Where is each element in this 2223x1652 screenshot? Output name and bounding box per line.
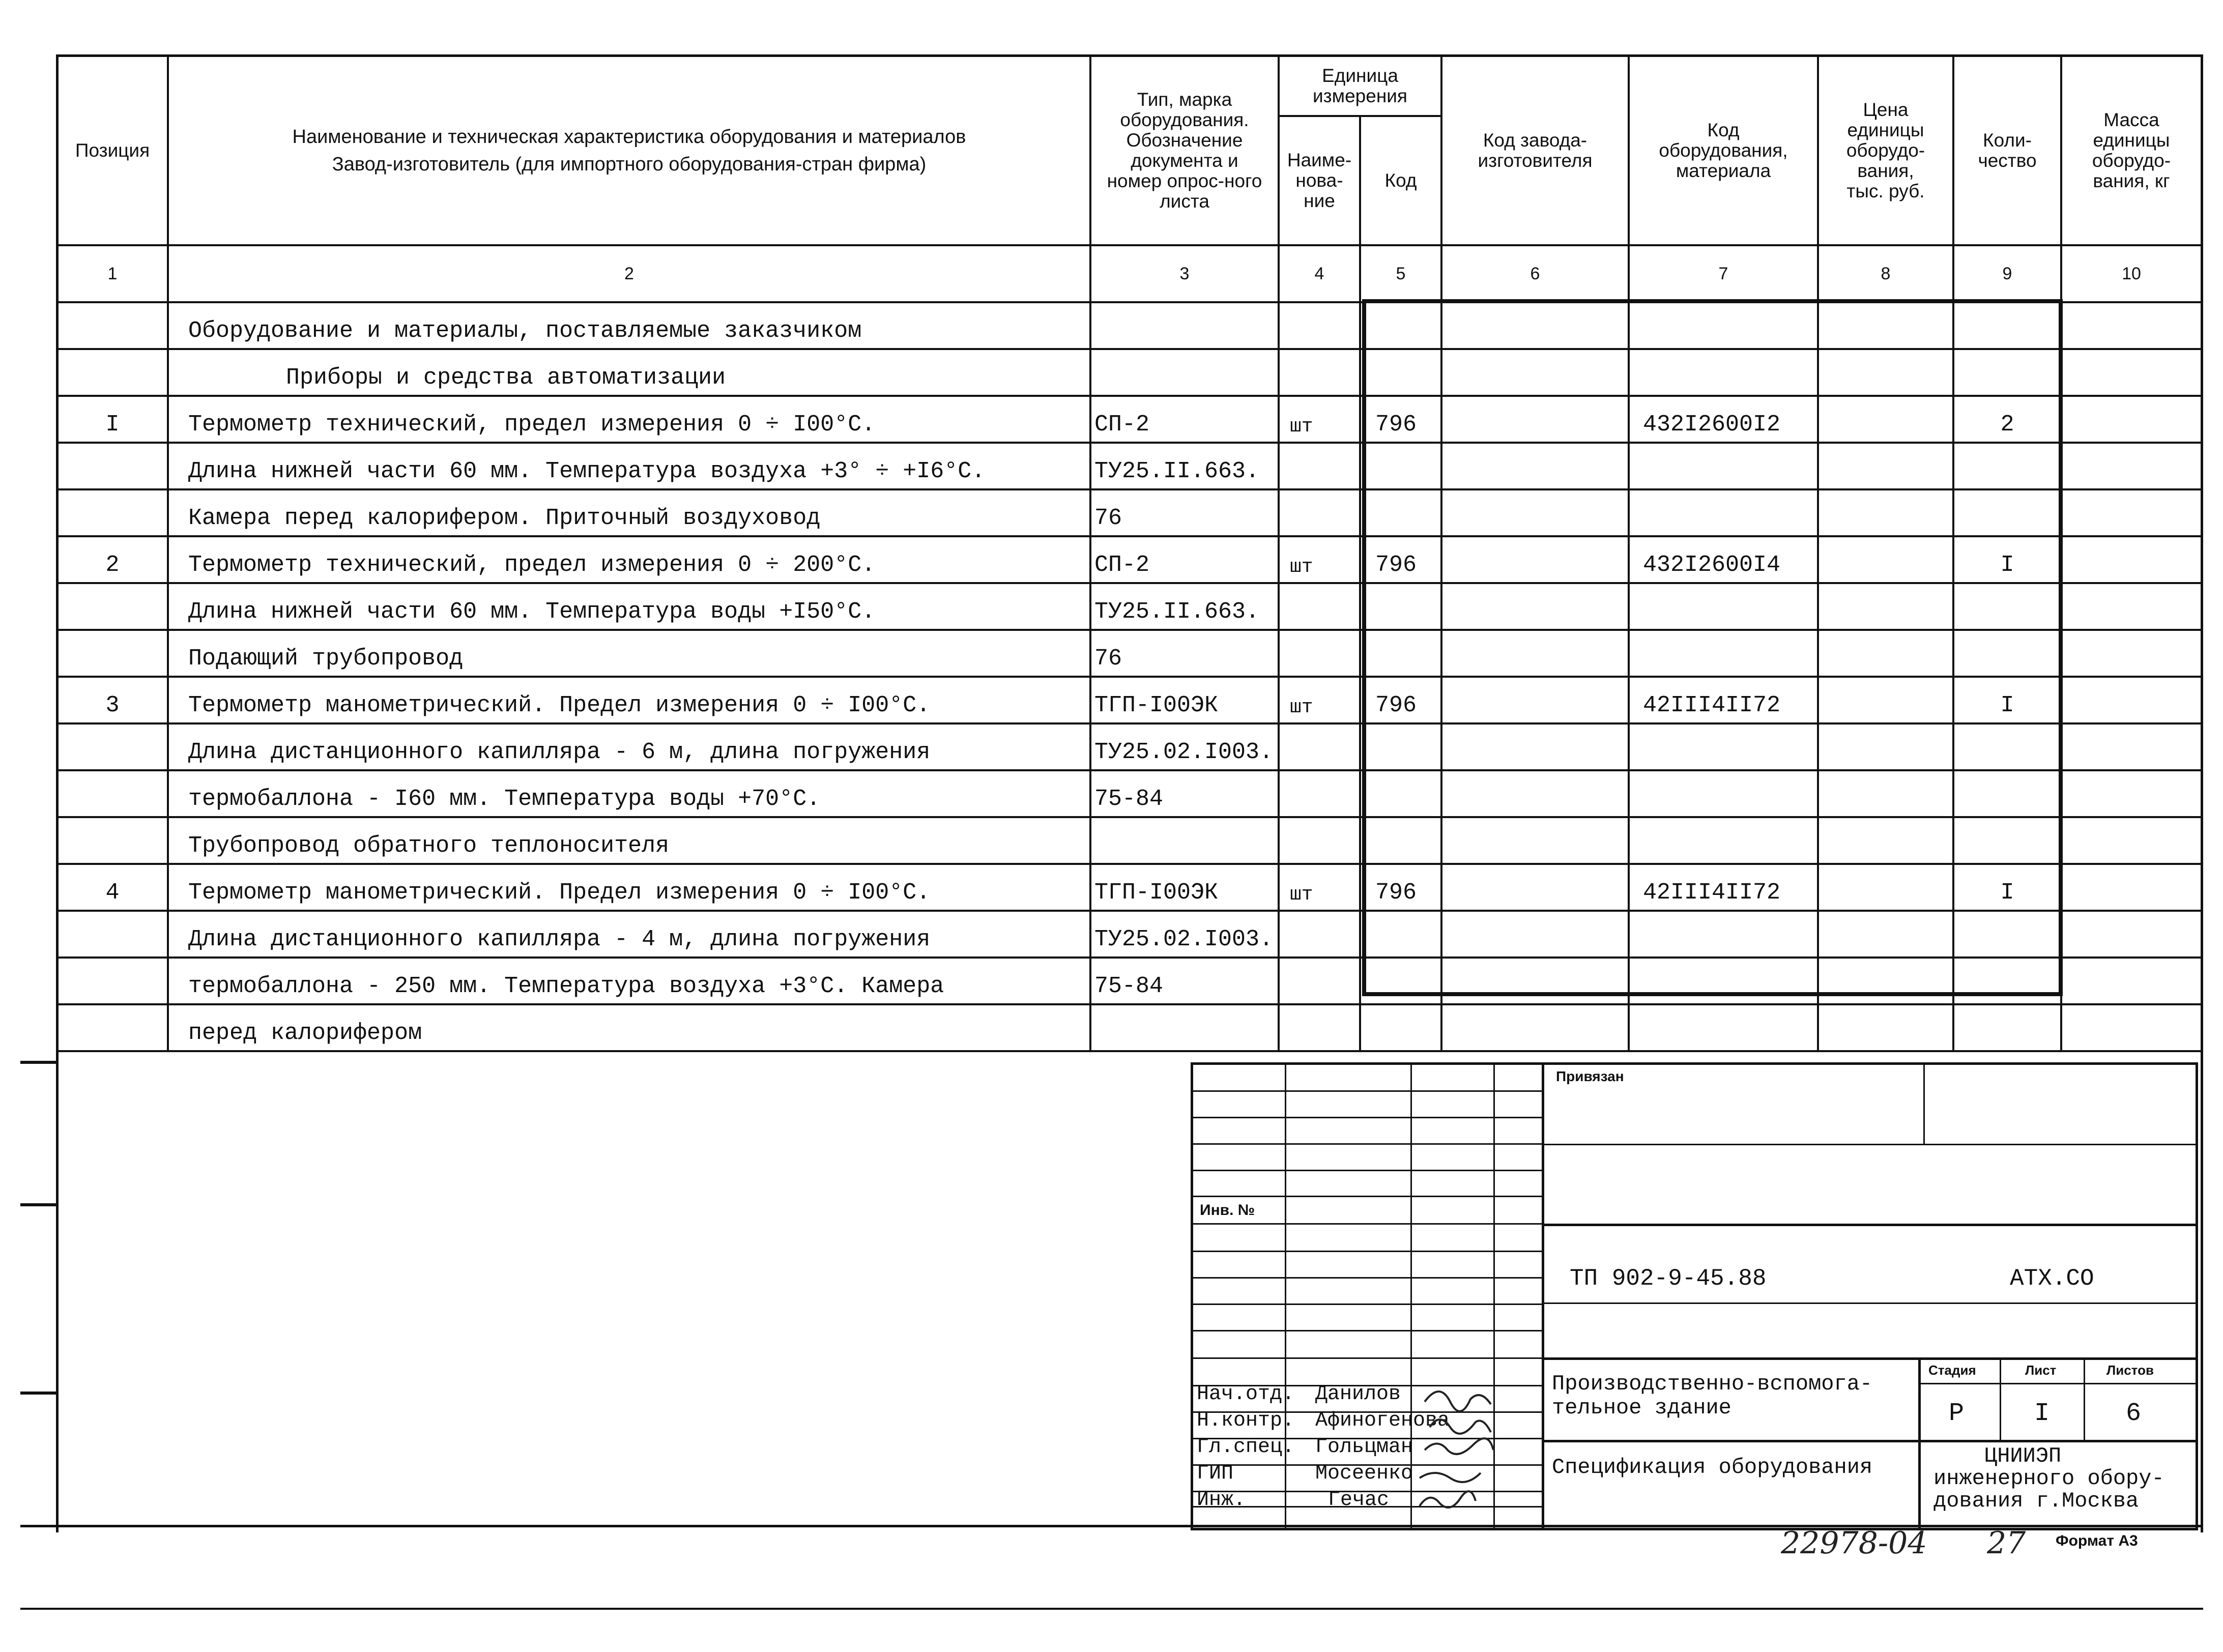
unit-code-cell: [1360, 489, 1441, 536]
building-line1: Производственно-вспомога-: [1552, 1372, 1873, 1396]
name-cell: Подающий трубопровод: [168, 630, 1090, 677]
mass-cell: [2061, 723, 2202, 770]
margin-tick: [20, 1392, 56, 1395]
unit-name-cell: [1279, 302, 1360, 349]
inv-no-label: Инв. №: [1200, 1202, 1255, 1219]
header-factory-code: Код завода-изготовителя: [1441, 55, 1629, 245]
attached-label: Привязан: [1556, 1068, 1624, 1084]
price-cell: [1818, 770, 1953, 817]
position-cell: [57, 770, 168, 817]
type-cell: 75-84: [1090, 770, 1279, 817]
table-row: [57, 396, 2202, 443]
unit-name-cell: [1279, 770, 1360, 817]
price-cell: [1818, 443, 1953, 489]
staff-name: Афиногенова: [1315, 1409, 1450, 1432]
staff-role: Н.контр.: [1197, 1409, 1295, 1432]
col-num-4: 4: [1279, 245, 1360, 302]
factory-code-cell: [1441, 443, 1629, 489]
qty-cell: [1953, 489, 2061, 536]
staff-role: Гл.спец.: [1197, 1436, 1295, 1459]
price-cell: [1818, 958, 1953, 1004]
type-cell: [1090, 302, 1279, 349]
sheet-value: I: [2034, 1399, 2050, 1428]
col-num-8: 8: [1818, 245, 1953, 302]
unit-code-cell: [1360, 1004, 1441, 1051]
type-cell: СП-2: [1090, 396, 1279, 443]
equip-code-cell: 432I2600I4: [1629, 536, 1818, 583]
position-cell: [57, 1004, 168, 1051]
mass-cell: [2061, 536, 2202, 583]
price-cell: [1818, 1004, 1953, 1051]
qty-cell: I: [1953, 677, 2061, 723]
factory-code-cell: [1441, 817, 1629, 864]
specification-table: [56, 54, 2203, 1052]
type-cell: ТУ25.II.663.: [1090, 443, 1279, 489]
type-cell: 76: [1090, 630, 1279, 677]
header-type: Тип, марка оборудования. Обозначение документа и номер опрос-ного листа: [1090, 55, 1279, 245]
table-row: [57, 817, 2202, 864]
unit-code-cell: [1360, 349, 1441, 396]
name-cell: Камера перед калорифером. Приточный воздуховод: [168, 489, 1090, 536]
type-cell: ТУ25.II.663.: [1090, 583, 1279, 630]
type-cell: 76: [1090, 489, 1279, 536]
qty-cell: I: [1953, 864, 2061, 911]
unit-code-cell: 796: [1360, 396, 1441, 443]
staff-role: ГИП: [1197, 1462, 1234, 1485]
staff-name: Гечас: [1328, 1489, 1390, 1512]
name-cell: Трубопровод обратного теплоносителя: [168, 817, 1090, 864]
price-cell: [1818, 723, 1953, 770]
factory-code-cell: [1441, 770, 1629, 817]
price-cell: [1818, 349, 1953, 396]
mass-cell: [2061, 677, 2202, 723]
margin-tick: [20, 1061, 56, 1064]
position-cell: [57, 583, 168, 630]
name-cell: Приборы и средства автоматизации: [168, 349, 1090, 396]
mass-cell: [2061, 1004, 2202, 1051]
mass-cell: [2061, 817, 2202, 864]
mass-cell: [2061, 443, 2202, 489]
col-num-10: 10: [2061, 245, 2202, 302]
mass-cell: [2061, 583, 2202, 630]
position-cell: [57, 302, 168, 349]
table-row: [57, 443, 2202, 489]
factory-code-cell: [1441, 1004, 1629, 1051]
unit-name-cell: шт: [1279, 864, 1360, 911]
doc-title: Спецификация оборудования: [1552, 1455, 1873, 1480]
position-cell: [57, 911, 168, 958]
unit-code-cell: [1360, 817, 1441, 864]
equip-code-cell: 42III4II72: [1629, 864, 1818, 911]
unit-name-cell: шт: [1279, 536, 1360, 583]
mass-cell: [2061, 958, 2202, 1004]
factory-code-cell: [1441, 489, 1629, 536]
type-cell: ТГП-I00ЭК: [1090, 864, 1279, 911]
staff-name: Данилов: [1315, 1383, 1401, 1406]
unit-name-cell: [1279, 349, 1360, 396]
equip-code-cell: [1629, 911, 1818, 958]
qty-cell: [1953, 1004, 2061, 1051]
factory-code-cell: [1441, 911, 1629, 958]
header-unit-name: Наиме-нова-ние: [1279, 116, 1360, 245]
qty-cell: [1953, 817, 2061, 864]
sheets-value: 6: [2126, 1399, 2142, 1428]
name-cell: Длина дистанционного капилляра - 4 м, длина погружения: [168, 911, 1090, 958]
header-unit: Единица измерения: [1279, 55, 1441, 116]
equip-code-cell: [1629, 349, 1818, 396]
unit-name-cell: [1279, 443, 1360, 489]
equip-code-cell: [1629, 302, 1818, 349]
header-name-line1: Наименование и техническая характеристика оборудования и материалов: [292, 126, 966, 148]
type-cell: СП-2: [1090, 536, 1279, 583]
price-cell: [1818, 630, 1953, 677]
qty-cell: 2: [1953, 396, 2061, 443]
qty-cell: [1953, 723, 2061, 770]
unit-name-cell: [1279, 723, 1360, 770]
unit-name-cell: шт: [1279, 396, 1360, 443]
factory-code-cell: [1441, 396, 1629, 443]
position-cell: [57, 958, 168, 1004]
price-cell: [1818, 302, 1953, 349]
unit-code-cell: [1360, 630, 1441, 677]
position-cell: I: [57, 396, 168, 443]
position-cell: 3: [57, 677, 168, 723]
position-cell: [57, 349, 168, 396]
type-cell: ТУ25.02.I003.: [1090, 723, 1279, 770]
page-number: 27: [1987, 1525, 2026, 1561]
header-equip-code: Код оборудования, материала: [1629, 55, 1818, 245]
col-num-5: 5: [1360, 245, 1441, 302]
price-cell: [1818, 911, 1953, 958]
table-row: [57, 536, 2202, 583]
type-cell: ТУ25.02.I003.: [1090, 911, 1279, 958]
col-num-3: 3: [1090, 245, 1279, 302]
qty-cell: [1953, 958, 2061, 1004]
staff-role: Инж.: [1197, 1489, 1246, 1512]
trim-line: [20, 1608, 2203, 1610]
qty-cell: [1953, 770, 2061, 817]
unit-name-cell: [1279, 958, 1360, 1004]
org-line2: инженерного обору-: [1933, 1466, 2164, 1491]
unit-name-cell: [1279, 1004, 1360, 1051]
header-name: [168, 55, 1090, 245]
name-cell: перед калорифером: [168, 1004, 1090, 1051]
col-num-1: 1: [57, 245, 168, 302]
unit-code-cell: [1360, 583, 1441, 630]
equip-code-cell: [1629, 723, 1818, 770]
unit-code-cell: 796: [1360, 677, 1441, 723]
equip-code-cell: 42III4II72: [1629, 677, 1818, 723]
table-row: [57, 302, 2202, 349]
price-cell: [1818, 396, 1953, 443]
qty-cell: [1953, 443, 2061, 489]
table-row: [57, 677, 2202, 723]
type-cell: ТГП-I00ЭК: [1090, 677, 1279, 723]
qty-cell: [1953, 349, 2061, 396]
table-row: [57, 1004, 2202, 1051]
equip-code-cell: [1629, 443, 1818, 489]
unit-code-cell: [1360, 958, 1441, 1004]
mass-cell: [2061, 302, 2202, 349]
doc-number: ТП 902-9-45.88: [1570, 1265, 1767, 1292]
qty-cell: [1953, 302, 2061, 349]
position-cell: [57, 630, 168, 677]
equip-code-cell: [1629, 817, 1818, 864]
mass-cell: [2061, 396, 2202, 443]
table-row: [57, 911, 2202, 958]
sheets-label: Листов: [2106, 1363, 2154, 1378]
header-name-line2: Завод-изготовитель (для импортного оборудования-стран фирма): [332, 153, 927, 175]
stage-value: Р: [1949, 1399, 1965, 1428]
unit-code-cell: 796: [1360, 536, 1441, 583]
table-row: [57, 630, 2202, 677]
archive-number: 22978-04: [1781, 1525, 1927, 1561]
name-cell: термобаллона - 250 мм. Температура воздуха +3°С. Камера: [168, 958, 1090, 1004]
factory-code-cell: [1441, 864, 1629, 911]
table-row: [57, 958, 2202, 1004]
col-num-7: 7: [1629, 245, 1818, 302]
col-num-9: 9: [1953, 245, 2061, 302]
col-num-6: 6: [1441, 245, 1629, 302]
org-line1: ЦНИИЭП: [1984, 1444, 2062, 1468]
mass-cell: [2061, 349, 2202, 396]
unit-code-cell: [1360, 770, 1441, 817]
factory-code-cell: [1441, 723, 1629, 770]
table-row: [57, 864, 2202, 911]
price-cell: [1818, 536, 1953, 583]
factory-code-cell: [1441, 302, 1629, 349]
unit-code-cell: [1360, 302, 1441, 349]
name-cell: Термометр манометрический. Предел измерения 0 ÷ I00°С.: [168, 677, 1090, 723]
table-row: [57, 723, 2202, 770]
qty-cell: [1953, 630, 2061, 677]
unit-name-cell: шт: [1279, 677, 1360, 723]
header-position: Позиция: [57, 55, 168, 245]
factory-code-cell: [1441, 349, 1629, 396]
equip-code-cell: [1629, 489, 1818, 536]
price-cell: [1818, 864, 1953, 911]
header-price: Цена единицы оборудо-вания, тыс. руб.: [1818, 55, 1953, 245]
equip-code-cell: [1629, 958, 1818, 1004]
equip-code-cell: [1629, 770, 1818, 817]
unit-name-cell: [1279, 911, 1360, 958]
qty-cell: I: [1953, 536, 2061, 583]
unit-name-cell: [1279, 817, 1360, 864]
name-cell: термобаллона - I60 мм. Температура воды +70°С.: [168, 770, 1090, 817]
name-cell: Длина нижней части 60 мм. Температура воды +I50°С.: [168, 583, 1090, 630]
factory-code-cell: [1441, 583, 1629, 630]
staff-name: Гольцман: [1315, 1436, 1413, 1459]
header-qty: Коли-чество: [1953, 55, 2061, 245]
mass-cell: [2061, 770, 2202, 817]
position-cell: [57, 443, 168, 489]
type-cell: [1090, 1004, 1279, 1051]
factory-code-cell: [1441, 536, 1629, 583]
price-cell: [1818, 677, 1953, 723]
name-cell: Длина дистанционного капилляра - 6 м, длина погружения: [168, 723, 1090, 770]
table-row: [57, 770, 2202, 817]
building-line2: тельное здание: [1552, 1396, 1731, 1420]
unit-code-cell: [1360, 911, 1441, 958]
equip-code-cell: [1629, 583, 1818, 630]
name-cell: Термометр технический, предел измерения 0 ÷ 200°С.: [168, 536, 1090, 583]
unit-name-cell: [1279, 489, 1360, 536]
unit-name-cell: [1279, 583, 1360, 630]
type-cell: 75-84: [1090, 958, 1279, 1004]
org-line3: дования г.Москва: [1933, 1489, 2139, 1513]
table-row: [57, 349, 2202, 396]
unit-code-cell: 796: [1360, 864, 1441, 911]
mass-cell: [2061, 630, 2202, 677]
position-cell: [57, 489, 168, 536]
name-cell: Термометр технический, предел измерения 0 ÷ I00°С.: [168, 396, 1090, 443]
staff-role: Нач.отд.: [1197, 1383, 1295, 1406]
qty-cell: [1953, 583, 2061, 630]
margin-tick: [20, 1203, 56, 1206]
unit-code-cell: [1360, 443, 1441, 489]
header-unit-code: Код: [1360, 116, 1441, 245]
position-cell: [57, 817, 168, 864]
mass-cell: [2061, 911, 2202, 958]
mass-cell: [2061, 864, 2202, 911]
equip-code-cell: [1629, 630, 1818, 677]
type-cell: [1090, 817, 1279, 864]
signature-marks: [1414, 1381, 1547, 1519]
name-cell: Оборудование и материалы, поставляемые заказчиком: [168, 302, 1090, 349]
unit-code-cell: [1360, 723, 1441, 770]
format-label: Формат А3: [2056, 1532, 2138, 1549]
position-cell: 2: [57, 536, 168, 583]
staff-name: Мосеенко: [1315, 1462, 1413, 1485]
factory-code-cell: [1441, 677, 1629, 723]
price-cell: [1818, 817, 1953, 864]
name-cell: Длина нижней части 60 мм. Температура воздуха +3° ÷ +I6°С.: [168, 443, 1090, 489]
position-cell: 4: [57, 864, 168, 911]
col-num-2: 2: [168, 245, 1090, 302]
qty-cell: [1953, 911, 2061, 958]
name-cell: Термометр манометрический. Предел измерения 0 ÷ I00°С.: [168, 864, 1090, 911]
header-mass: Масса единицы оборудо-вания, кг: [2061, 55, 2202, 245]
stage-label: Стадия: [1928, 1363, 1976, 1378]
price-cell: [1818, 583, 1953, 630]
equip-code-cell: 432I2600I2: [1629, 396, 1818, 443]
table-row: [57, 489, 2202, 536]
factory-code-cell: [1441, 958, 1629, 1004]
type-cell: [1090, 349, 1279, 396]
sheet-label: Лист: [2025, 1363, 2057, 1378]
doc-code: АТХ.СО: [2010, 1265, 2094, 1292]
position-cell: [57, 723, 168, 770]
table-row: [57, 583, 2202, 630]
factory-code-cell: [1441, 630, 1629, 677]
unit-name-cell: [1279, 630, 1360, 677]
mass-cell: [2061, 489, 2202, 536]
price-cell: [1818, 489, 1953, 536]
equip-code-cell: [1629, 1004, 1818, 1051]
